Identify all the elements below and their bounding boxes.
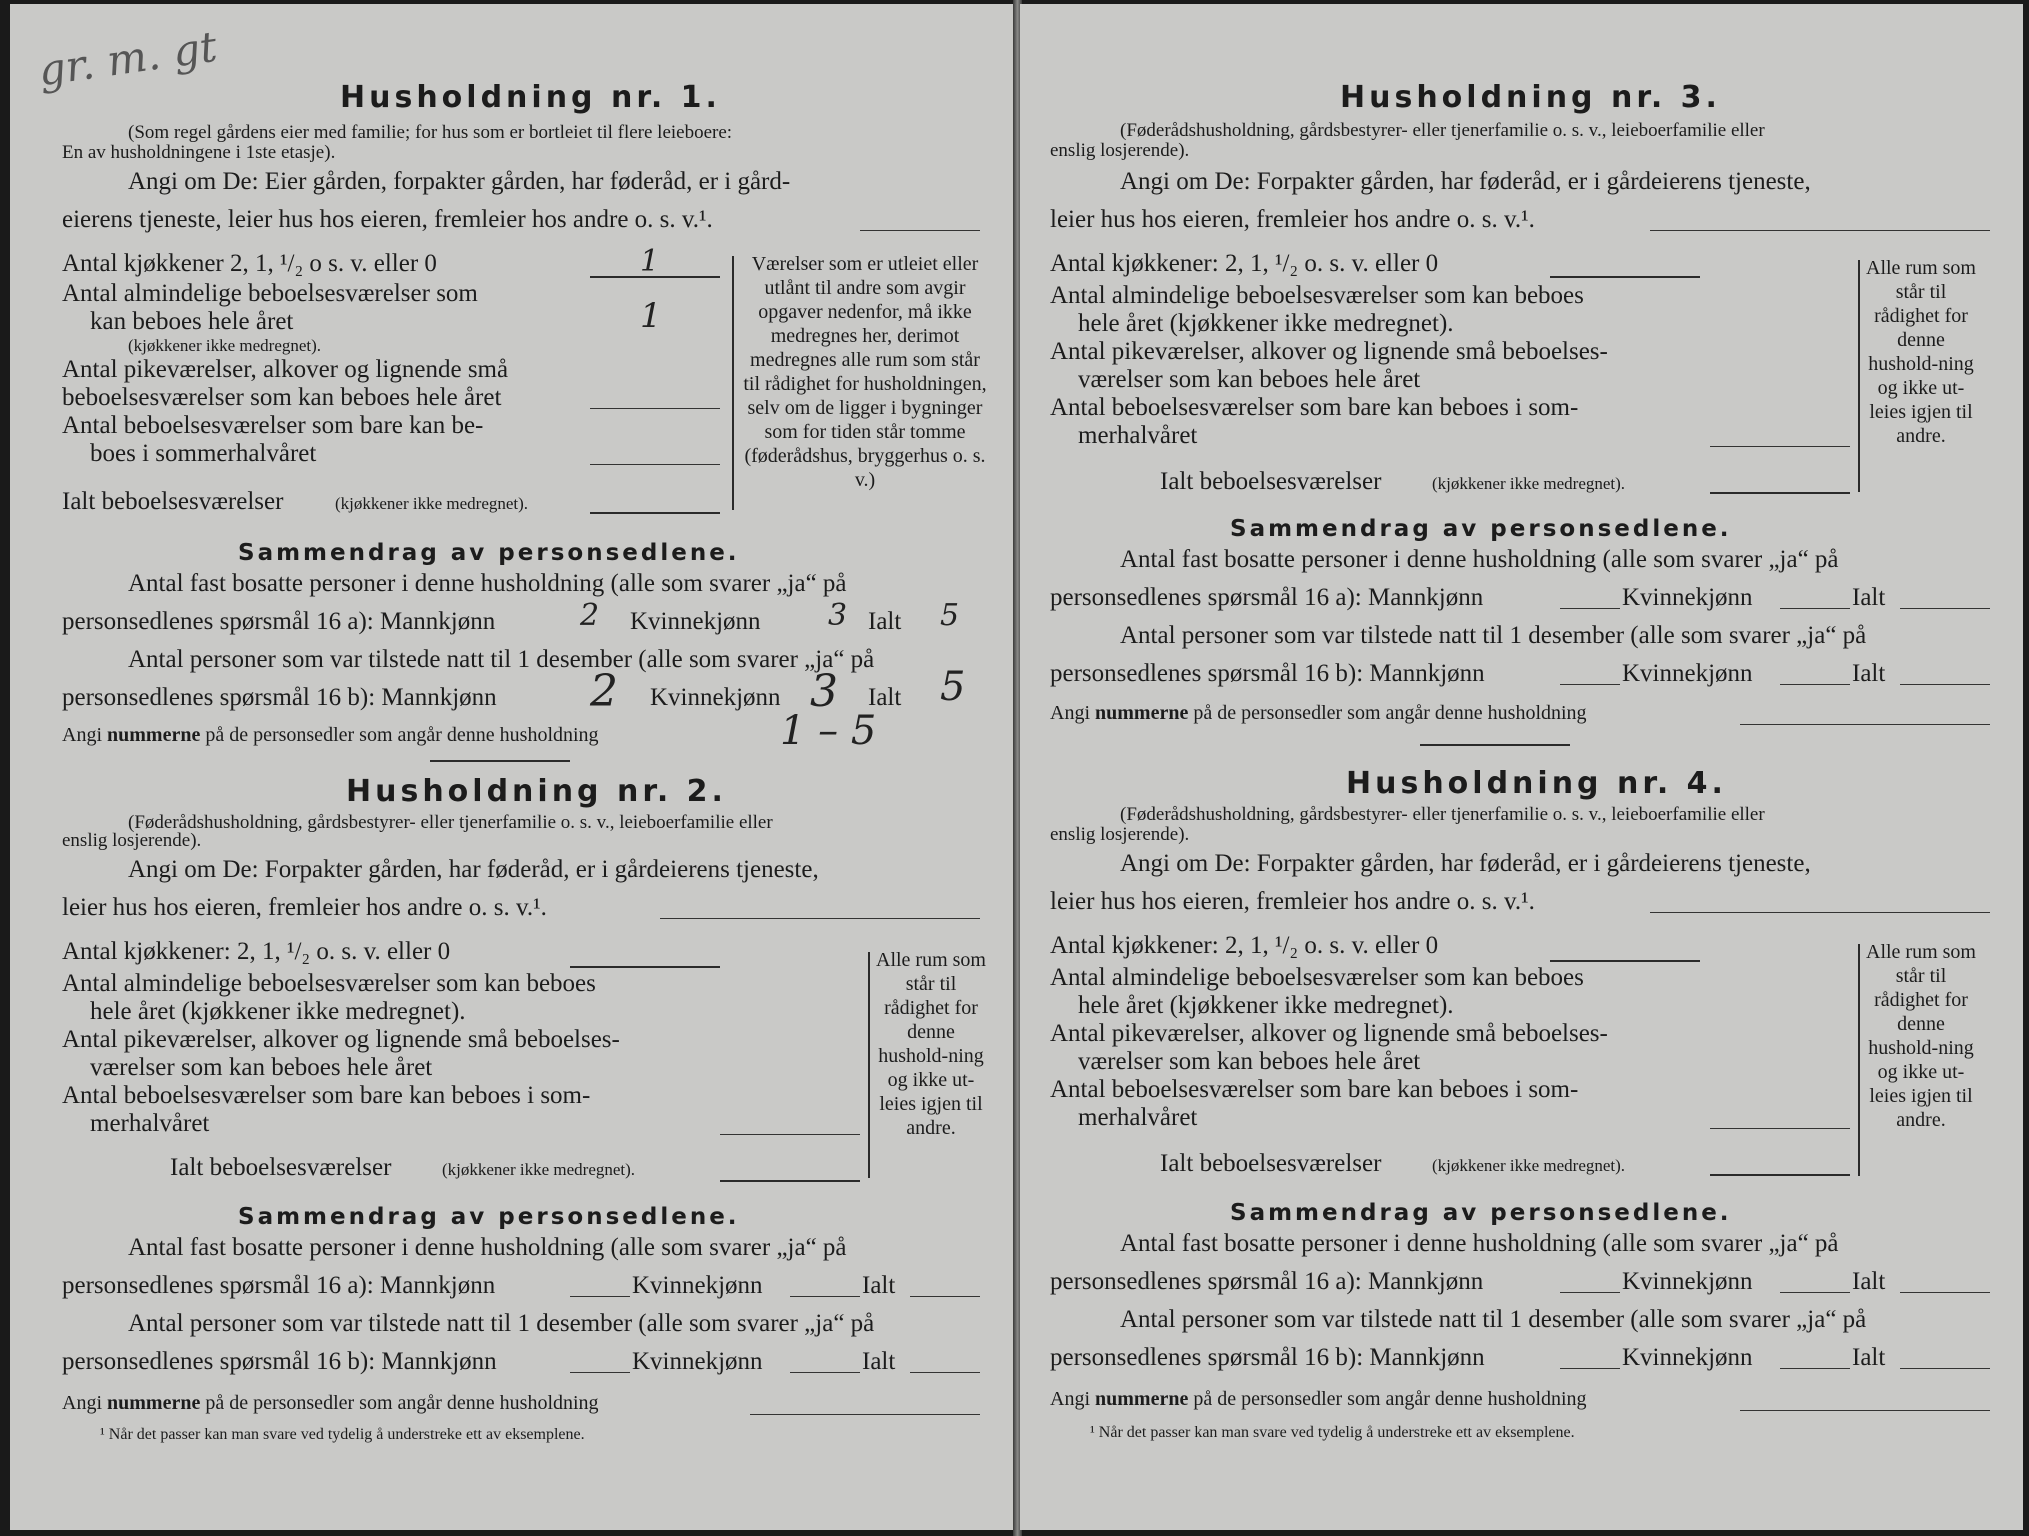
nummerne-word: nummerne xyxy=(1095,702,1189,724)
h1-note-2: En av husholdningene i 1ste etasje). xyxy=(62,142,336,163)
h2-footnote: ¹ Når det passer kan man svare ved tydelig å understreke ett av eksemplene. xyxy=(100,1426,585,1443)
h2-note-2: enslig losjerende). xyxy=(62,830,202,851)
h4-kv1: Kvinnekjønn xyxy=(1622,1268,1753,1295)
h1-angi-1: Angi om De: Eier gården, forpakter gården, har føderåd, er i gård- xyxy=(128,168,791,195)
h2-m1-line[interactable] xyxy=(570,1296,630,1297)
h4-title: Husholdning nr. 4. xyxy=(1346,766,1727,801)
h4-s1a: Antal fast bosatte personer i denne husholdning (alle som svarer „ja“ på xyxy=(1120,1230,1839,1257)
h3-nr-line[interactable] xyxy=(1740,724,1990,725)
h4-s2a: Antal personer som var tilstede natt til 1 desember (alle som svarer „ja“ på xyxy=(1120,1306,1867,1333)
h1-angi-nr xyxy=(62,724,599,747)
h2-ialt1: Ialt xyxy=(862,1272,896,1299)
h1-hand-k2: 3 xyxy=(810,666,838,717)
h1-ialt-line[interactable] xyxy=(590,512,720,514)
h3-s1b: personsedlenes spørsmål 16 a): Mannkjønn xyxy=(1050,584,1484,611)
h3-k1-line[interactable] xyxy=(1780,608,1850,609)
h3-row-6: merhalvåret xyxy=(1078,422,1198,449)
h2-kv1: Kvinnekjønn xyxy=(632,1272,763,1299)
h4-ialt: Ialt beboelsesværelser xyxy=(1160,1150,1382,1177)
h1-row-summer-1: Antal beboelsesværelser som bare kan be- xyxy=(62,412,484,439)
h2-angi-line[interactable] xyxy=(660,918,980,919)
h4-kv2: Kvinnekjønn xyxy=(1622,1344,1753,1371)
h4-ialt-note: (kjøkkener ikke medregnet). xyxy=(1432,1156,1626,1175)
h1-row-small-1: Antal pikeværelser, alkover og lignende små xyxy=(62,356,509,383)
h2-s2a: Antal personer som var tilstede natt til 1 desember (alle som svarer „ja“ på xyxy=(128,1310,875,1337)
h1-ialt-note: (kjøkkener ikke medregnet). xyxy=(335,494,529,513)
h4-footnote: ¹ Når det passer kan man svare ved tydelig å understreke ett av eksemplene. xyxy=(1090,1424,1575,1441)
h4-m2-line[interactable] xyxy=(1560,1368,1620,1369)
h2-row-3: Antal pikeværelser, alkover og lignende små beboelses- xyxy=(62,1026,620,1053)
h3-kv1: Kvinnekjønn xyxy=(1622,584,1753,611)
h4-line-0[interactable] xyxy=(1550,960,1700,962)
h4-row-0: Antal kjøkkener: 2, 1, ¹/₂ o. s. v. eller 0 xyxy=(1050,932,1439,959)
h1-s2a: Antal personer som var tilstede natt til 1 desember (alle som svarer „ja“ på xyxy=(128,646,875,673)
nummerne-word: nummerne xyxy=(107,1392,201,1414)
h1-brace xyxy=(732,256,734,510)
h4-ialt-line[interactable] xyxy=(1710,1174,1850,1176)
angi-rest: på de personsedler som angår denne husholdning xyxy=(1193,702,1587,724)
h2-ialt: Ialt beboelsesværelser xyxy=(170,1154,392,1181)
h3-m1-line[interactable] xyxy=(1560,608,1620,609)
h2-s1b: personsedlenes spørsmål 16 a): Mannkjønn xyxy=(62,1272,496,1299)
h2-s1a: Antal fast bosatte personer i denne husholdning (alle som svarer „ja“ på xyxy=(128,1234,847,1261)
h1-small-line[interactable] xyxy=(590,408,720,409)
angi-rest: på de personsedler som angår denne husholdning xyxy=(205,1392,599,1414)
h3-row-0: Antal kjøkkener: 2, 1, ¹/₂ o. s. v. eller 0 xyxy=(1050,250,1439,277)
left-page xyxy=(10,4,1015,1530)
h1-ialt1: Ialt xyxy=(868,608,902,635)
h1-row-kitchens: Antal kjøkkener 2, 1, ¹/₂ o s. v. eller 0 xyxy=(62,250,437,277)
h4-angi-1: Angi om De: Forpakter gården, har føderåd, er i gårdeierens tjeneste, xyxy=(1120,850,1811,877)
h2-row-5: Antal beboelsesværelser som bare kan beboes i som- xyxy=(62,1082,591,1109)
h2-row-2: hele året (kjøkkener ikke medregnet). xyxy=(90,998,466,1025)
h1-separator xyxy=(430,760,570,762)
h2-row-4: værelser som kan beboes hele året xyxy=(90,1054,433,1081)
h2-note-1: (Føderådshusholdning, gårdsbestyrer- eller tjenerfamilie o. s. v., leieboerfamilie eller xyxy=(128,812,773,833)
h3-m2-line[interactable] xyxy=(1560,684,1620,685)
h1-angi-line[interactable] xyxy=(860,230,980,231)
h1-hand-rooms: 1 xyxy=(640,296,662,336)
h3-ialt-note: (kjøkkener ikke medregnet). xyxy=(1432,474,1626,493)
h1-row-small-2: beboelsesværelser som kan beboes hele året xyxy=(62,384,502,411)
h3-s2a: Antal personer som var tilstede natt til 1 desember (alle som svarer „ja“ på xyxy=(1120,622,1867,649)
h3-brace xyxy=(1858,260,1860,492)
h1-row-rooms-1: Antal almindelige beboelsesværelser som xyxy=(62,280,478,307)
h4-row-5: Antal beboelsesværelser som bare kan beboes i som- xyxy=(1050,1076,1579,1103)
h3-side-note: Alle rum som står til rådighet for denne hushold-ning og ikke ut-leies igjen til andre. xyxy=(1866,257,1976,447)
h3-title: Husholdning nr. 3. xyxy=(1340,80,1721,115)
h2-sammendrag: Sammendrag av personsedlene. xyxy=(238,1204,740,1230)
h4-angi-2: leier hus hos eieren, fremleier hos andre o. s. v.¹. xyxy=(1050,888,1535,915)
h3-row-4: værelser som kan beboes hele året xyxy=(1078,366,1421,393)
h4-s1b: personsedlenes spørsmål 16 a): Mannkjønn xyxy=(1050,1268,1484,1295)
h2-nr-line[interactable] xyxy=(750,1414,980,1415)
h1-kv1: Kvinnekjønn xyxy=(630,608,761,635)
h3-ialt2: Ialt xyxy=(1852,660,1886,687)
h1-hand-m1: 2 xyxy=(580,598,600,633)
h3-ialt-line[interactable] xyxy=(1710,492,1850,494)
h1-ialt1b: Ialt xyxy=(868,684,902,711)
h2-angi-1: Angi om De: Forpakter gården, har føderåd, er i gårdeierens tjeneste, xyxy=(128,856,819,883)
h3-kv2: Kvinnekjønn xyxy=(1622,660,1753,687)
h1-hand-m2: 2 xyxy=(590,666,618,717)
h4-row-6: merhalvåret xyxy=(1078,1104,1198,1131)
h1-hand-k1: 3 xyxy=(828,598,848,633)
h1-kv2: Kvinnekjønn xyxy=(650,684,781,711)
h4-s2b: personsedlenes spørsmål 16 b): Mannkjønn xyxy=(1050,1344,1485,1371)
h4-angi-line[interactable] xyxy=(1650,912,1990,913)
h3-ialt: Ialt beboelsesværelser xyxy=(1160,468,1382,495)
h3-ialt1: Ialt xyxy=(1852,584,1886,611)
h1-hand-i1: 5 xyxy=(940,598,960,633)
h1-hand-i2: 5 xyxy=(940,664,966,710)
angi-word: Angi xyxy=(1050,1388,1090,1410)
angi-rest: på de personsedler som angår denne husholdning xyxy=(205,724,599,746)
h1-summer-line[interactable] xyxy=(590,464,720,465)
h4-nr-line[interactable] xyxy=(1740,1410,1990,1411)
h2-kv2: Kvinnekjønn xyxy=(632,1348,763,1375)
h4-k2-line[interactable] xyxy=(1780,1368,1850,1369)
h2-angi-2: leier hus hos eieren, fremleier hos andre o. s. v.¹. xyxy=(62,894,547,921)
h4-i2-line[interactable] xyxy=(1900,1368,1990,1369)
h3-angi-nr xyxy=(1050,702,1587,725)
h2-line-6[interactable] xyxy=(720,1134,860,1135)
h3-angi-line[interactable] xyxy=(1650,230,1990,231)
h1-row-rooms-note: (kjøkkener ikke medregnet). xyxy=(128,336,322,355)
angi-word: Angi xyxy=(62,724,102,746)
h2-ialt-line[interactable] xyxy=(720,1180,860,1182)
h1-s1b: personsedlenes spørsmål 16 a): Mannkjønn xyxy=(62,608,496,635)
angi-word: Angi xyxy=(62,1392,102,1414)
h4-sammendrag: Sammendrag av personsedlene. xyxy=(1230,1200,1732,1226)
h3-sammendrag: Sammendrag av personsedlene. xyxy=(1230,516,1732,542)
h4-note-2: enslig losjerende). xyxy=(1050,824,1190,845)
h2-s2b: personsedlenes spørsmål 16 b): Mannkjønn xyxy=(62,1348,497,1375)
h4-row-3: Antal pikeværelser, alkover og lignende små beboelses- xyxy=(1050,1020,1608,1047)
h2-m2-line[interactable] xyxy=(570,1372,630,1373)
h2-i2-line[interactable] xyxy=(910,1372,980,1373)
h2-brace xyxy=(868,952,870,1178)
h2-line-0[interactable] xyxy=(570,966,720,968)
h2-ialt-note: (kjøkkener ikke medregnet). xyxy=(442,1160,636,1179)
h3-separator xyxy=(1420,744,1570,746)
h3-row-3: Antal pikeværelser, alkover og lignende små beboelses- xyxy=(1050,338,1608,365)
h2-k1-line[interactable] xyxy=(790,1296,860,1297)
h1-hand-kitchens: 1 xyxy=(640,244,660,279)
h1-sammendrag: Sammendrag av personsedlene. xyxy=(238,540,740,566)
h2-row-1: Antal almindelige beboelsesværelser som kan beboes xyxy=(62,970,596,997)
handwritten-note: gr. m. gt xyxy=(35,21,220,96)
h4-row-2: hele året (kjøkkener ikke medregnet). xyxy=(1078,992,1454,1019)
h4-ialt1: Ialt xyxy=(1852,1268,1886,1295)
h1-s2b: personsedlenes spørsmål 16 b): Mannkjønn xyxy=(62,684,497,711)
h1-s1a: Antal fast bosatte personer i denne husholdning (alle som svarer „ja“ på xyxy=(128,570,847,597)
h3-angi-2: leier hus hos eieren, fremleier hos andre o. s. v.¹. xyxy=(1050,206,1535,233)
h3-line-6[interactable] xyxy=(1710,446,1850,447)
h3-note-1: (Føderådshusholdning, gårdsbestyrer- eller tjenerfamilie o. s. v., leieboerfamilie eller xyxy=(1120,120,1765,141)
h3-note-2: enslig losjerende). xyxy=(1050,140,1190,161)
h3-i1-line[interactable] xyxy=(1900,608,1990,609)
h2-k2-line[interactable] xyxy=(790,1372,860,1373)
h2-angi-nr xyxy=(62,1392,599,1415)
h1-row-rooms-2: kan beboes hele året xyxy=(90,308,294,335)
h2-title: Husholdning nr. 2. xyxy=(346,774,727,809)
h4-k1-line[interactable] xyxy=(1780,1292,1850,1293)
right-page xyxy=(1020,4,2023,1530)
h2-side-note: Alle rum som står til rådighet for denne hushold-ning og ikke ut-leies igjen til andre. xyxy=(876,949,986,1139)
h3-k2-line[interactable] xyxy=(1780,684,1850,685)
h2-row-6: merhalvåret xyxy=(90,1110,210,1137)
h1-angi-2: eierens tjeneste, leier hus hos eieren, fremleier hos andre o. s. v.¹. xyxy=(62,206,713,233)
h1-hand-nr: 1 – 5 xyxy=(780,708,877,754)
angi-word: Angi xyxy=(1050,702,1090,724)
h3-row-2: hele året (kjøkkener ikke medregnet). xyxy=(1078,310,1454,337)
h3-s2b: personsedlenes spørsmål 16 b): Mannkjønn xyxy=(1050,660,1485,687)
h4-note-1: (Føderådshusholdning, gårdsbestyrer- eller tjenerfamilie o. s. v., leieboerfamilie eller xyxy=(1120,804,1765,825)
h4-row-1: Antal almindelige beboelsesværelser som kan beboes xyxy=(1050,964,1584,991)
h3-row-1: Antal almindelige beboelsesværelser som kan beboes xyxy=(1050,282,1584,309)
h2-i1-line[interactable] xyxy=(910,1296,980,1297)
h4-i1-line[interactable] xyxy=(1900,1292,1990,1293)
h3-line-0[interactable] xyxy=(1550,276,1700,278)
h1-title: Husholdning nr. 1. xyxy=(340,80,721,115)
h4-angi-nr xyxy=(1050,1388,1587,1411)
angi-rest: på de personsedler som angår denne husholdning xyxy=(1193,1388,1587,1410)
h1-side-note: Værelser som er utleiet eller utlånt til andre som avgir opgaver nedenfor, må ikke medregnes her, derimot medregnes alle rum som står til rådighet for husholdningen, selv om de ligger i bygninger som for tiden står tomme (føderådshus, bryggerhus o. s. v.) xyxy=(743,253,987,491)
h3-i2-line[interactable] xyxy=(1900,684,1990,685)
h1-note-1: (Som regel gårdens eier med familie; for hus som er bortleiet til flere leieboere: xyxy=(128,122,733,143)
h4-line-6[interactable] xyxy=(1710,1128,1850,1129)
h1-row-summer-2: boes i sommerhalvåret xyxy=(90,440,317,467)
nummerne-word: nummerne xyxy=(107,724,201,746)
h4-side-note: Alle rum som står til rådighet for denne hushold-ning og ikke ut-leies igjen til andre. xyxy=(1866,941,1976,1131)
nummerne-word: nummerne xyxy=(1095,1388,1189,1410)
h3-angi-1: Angi om De: Forpakter gården, har føderåd, er i gårdeierens tjeneste, xyxy=(1120,168,1811,195)
h2-row-0: Antal kjøkkener: 2, 1, ¹/₂ o. s. v. eller 0 xyxy=(62,938,451,965)
h4-m1-line[interactable] xyxy=(1560,1292,1620,1293)
h4-ialt2: Ialt xyxy=(1852,1344,1886,1371)
h4-brace xyxy=(1858,944,1860,1176)
h1-ialt: Ialt beboelsesværelser xyxy=(62,488,284,515)
h4-row-4: værelser som kan beboes hele året xyxy=(1078,1048,1421,1075)
h2-ialt2: Ialt xyxy=(862,1348,896,1375)
h3-s1a: Antal fast bosatte personer i denne husholdning (alle som svarer „ja“ på xyxy=(1120,546,1839,573)
h3-row-5: Antal beboelsesværelser som bare kan beboes i som- xyxy=(1050,394,1579,421)
